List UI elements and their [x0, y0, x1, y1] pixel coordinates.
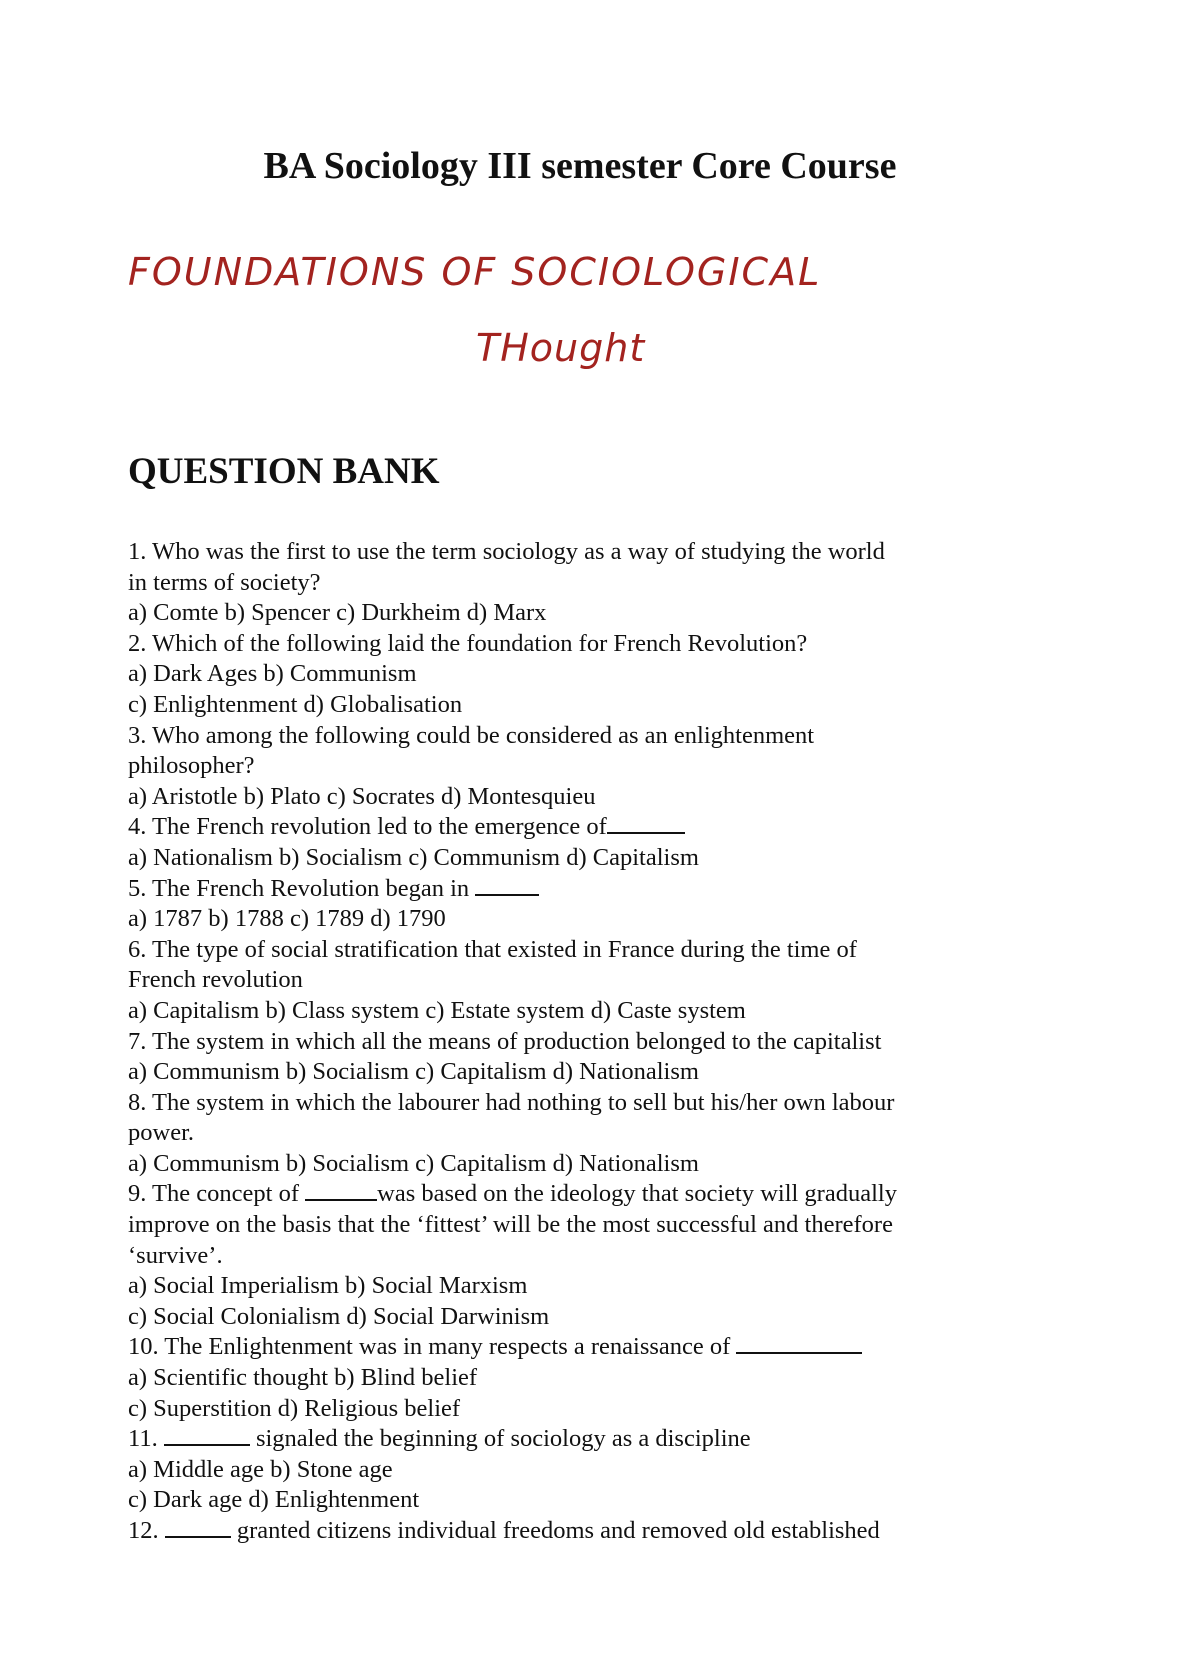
answer-options: a) Nationalism b) Socialism c) Communism d) Capitalism [128, 843, 699, 871]
main-title-line-2: THought [476, 326, 646, 370]
question-text: 12. [128, 1517, 165, 1544]
question-text: French revolution [128, 966, 303, 994]
answer-blank [164, 1426, 250, 1446]
answer-options: a) Social Imperialism b) Social Marxism [128, 1272, 528, 1300]
answer-options: a) Aristotle b) Plato c) Socrates d) Montesquieu [128, 782, 596, 810]
section-heading: QUESTION BANK [128, 451, 440, 492]
question-text: improve on the basis that the ‘fittest’ will be the most successful and therefore [128, 1211, 893, 1239]
answer-options: a) Dark Ages b) Communism [128, 660, 417, 688]
answer-options: c) Social Colonialism d) Social Darwinism [128, 1302, 550, 1330]
question-line [128, 1332, 968, 1363]
answer-blank [736, 1334, 862, 1354]
question-text: ‘survive’. [128, 1241, 223, 1269]
question-line [128, 1424, 968, 1455]
answer-options: a) Middle age b) Stone age [128, 1455, 393, 1483]
question-line [128, 874, 968, 905]
answer-options: c) Superstition d) Religious belief [128, 1394, 461, 1422]
main-title-line-1: FOUNDATIONS OF SOCIOLOGICAL [128, 250, 822, 294]
question-text: 2. Which of the following laid the foundation for French Revolution? [128, 629, 808, 657]
answer-blank [475, 876, 539, 896]
answer-blank [607, 814, 685, 834]
question-text: 11. [128, 1425, 164, 1453]
question-text: granted citizens individual freedoms and removed old established [230, 1517, 880, 1544]
question-text: 7. The system in which all the means of production belonged to the capitalist [128, 1027, 882, 1055]
question-text: in terms of society? [128, 568, 321, 596]
question-text: power. [128, 1119, 194, 1147]
question-text: was based on the ideology that society will gradually [377, 1180, 897, 1208]
question-list [128, 537, 968, 1547]
question-text: 3. Who among the following could be considered as an enlightenment [128, 721, 815, 749]
question-text: signaled the beginning of sociology as a discipline [249, 1425, 751, 1453]
question-text: 6. The type of social stratification that existed in France during the time of [128, 935, 857, 963]
question-text: 8. The system in which the labourer had nothing to sell but his/her own labour [128, 1088, 895, 1116]
question-text: philosopher? [128, 752, 255, 780]
answer-options: a) Communism b) Socialism c) Capitalism d) Nationalism [128, 1149, 699, 1177]
answer-options: a) Communism b) Socialism c) Capitalism d) Nationalism [128, 1058, 699, 1086]
answer-options: c) Dark age d) Enlightenment [128, 1486, 420, 1514]
course-title: BA Sociology III semester Core Course [263, 145, 897, 187]
answer-options: a) Capitalism b) Class system c) Estate system d) Caste system [128, 996, 746, 1024]
question-line [128, 1179, 968, 1210]
answer-blank [165, 1518, 231, 1538]
question-text: 9. The concept of [128, 1180, 306, 1208]
question-text: 1. Who was the first to use the term sociology as a way of studying the world [128, 538, 885, 565]
answer-blank [305, 1181, 377, 1201]
question-line [128, 812, 968, 843]
answer-options: a) Comte b) Spencer c) Durkheim d) Marx [128, 599, 547, 627]
question-line [128, 1516, 968, 1547]
answer-options: c) Enlightenment d) Globalisation [128, 690, 463, 718]
answer-options: a) Scientific thought b) Blind belief [128, 1364, 478, 1392]
answer-options: a) 1787 b) 1788 c) 1789 d) 1790 [128, 905, 446, 933]
question-text: 5. The French Revolution began in [128, 874, 470, 902]
question-text: 4. The French revolution led to the emergence of [128, 813, 607, 841]
question-text: 10. The Enlightenment was in many respects a renaissance of [128, 1333, 731, 1361]
